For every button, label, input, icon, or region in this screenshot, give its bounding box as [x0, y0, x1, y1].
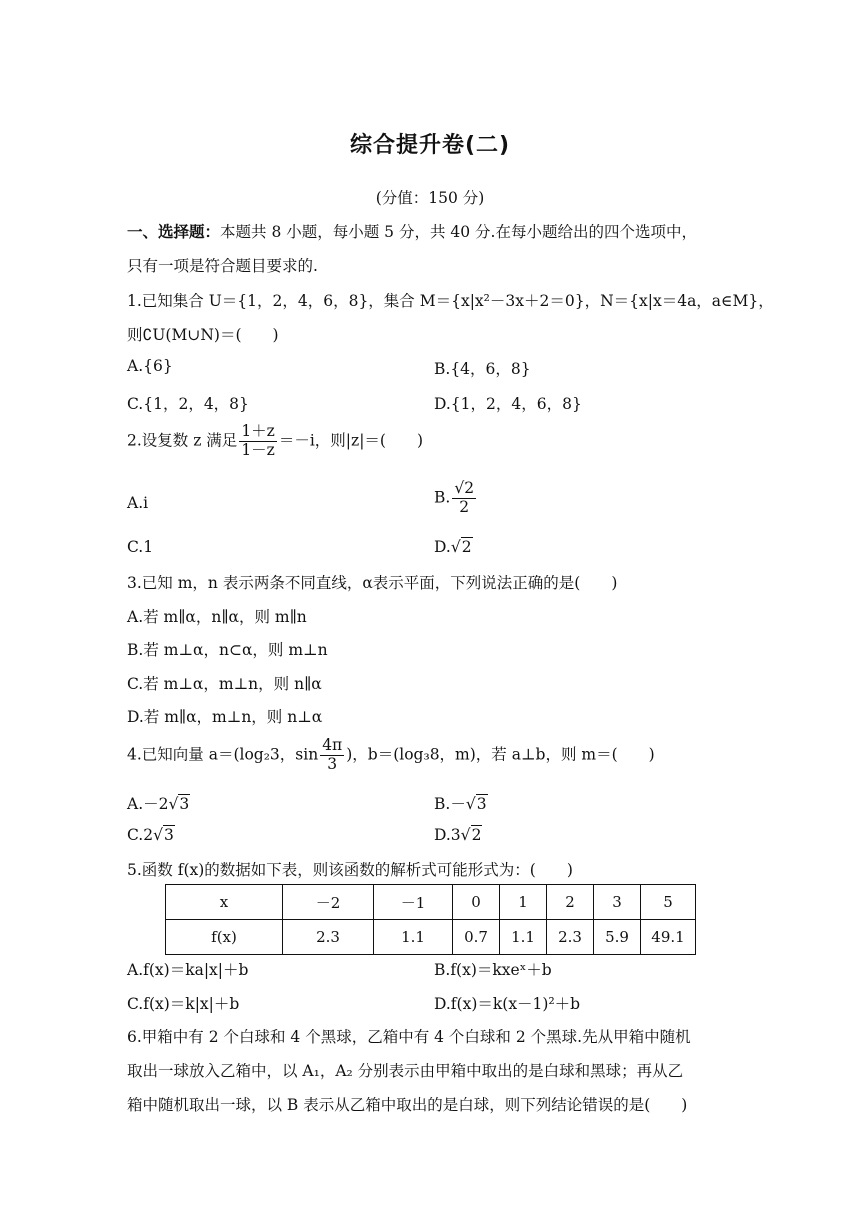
q2-option-c: C.1 [127, 538, 154, 556]
q4-stem [127, 737, 655, 774]
q2-option-d-label: D. [434, 538, 451, 556]
table-cell: 2 [547, 885, 594, 920]
q4-option-c: C.2√3 [127, 826, 174, 844]
q4-fraction-denominator: 3 [327, 754, 338, 773]
q1-stem-line2: 则∁U(M∪N)＝( ) [127, 326, 279, 344]
q2-stem-post: ＝－i，则|z|＝( ) [278, 431, 424, 450]
table-cell: 1 [500, 885, 547, 920]
q5-option-b: B.f(x)＝kxeˣ＋b [434, 961, 552, 979]
section-text-1: 本题共 8 小题，每小题 5 分，共 40 分.在每小题给出的四个选项中， [220, 223, 697, 241]
q1-option-b: B.{4，6，8} [434, 360, 531, 378]
q2-option-b [434, 480, 478, 517]
q4-option-a: A.－2√3 [127, 795, 190, 813]
table-cell: 1.1 [374, 920, 453, 955]
q4-option-d: D.3√2 [434, 826, 482, 844]
q6-line1: 6.甲箱中有 2 个白球和 4 个黑球，乙箱中有 4 个白球和 2 个黑球.先从甲箱中随机 [127, 1028, 691, 1046]
q2-fraction [239, 423, 277, 460]
table-row [166, 920, 696, 955]
q5-option-a: A.f(x)＝ka|x|＋b [127, 961, 249, 979]
q4-option-b: B.－√3 [434, 795, 487, 813]
table-cell: x [166, 885, 283, 920]
q1-option-d: D.{1，2，4，6，8} [434, 395, 582, 413]
score-note: (分值：150 分) [375, 189, 485, 207]
q2-fraction-numerator: 1＋z [241, 422, 275, 440]
q2-option-d [434, 538, 473, 556]
q6-line3: 箱中随机取出一球，以 B 表示从乙箱中取出的是白球，则下列结论错误的是( ) [127, 1096, 688, 1114]
table-cell: 2.3 [547, 920, 594, 955]
q5-option-c: C.f(x)＝k|x|＋b [127, 995, 240, 1013]
q5-stem: 5.函数 f(x)的数据如下表，则该函数的解析式可能形式为：( ) [127, 861, 573, 879]
q1-stem-line1: 1.已知集合 U＝{1，2，4，6，8}，集合 M＝{x|x²－3x＋2＝0}，N＝{x|x＝4a，a∈M}， [127, 292, 774, 310]
section-text-2: 只有一项是符合题目要求的. [127, 257, 318, 275]
q2-stem [127, 423, 423, 460]
q2-option-b-fraction [452, 480, 476, 517]
q3-option-c: C.若 m⊥α，m⊥n，则 n∥α [127, 675, 322, 693]
q2-option-b-numerator: √2 [454, 479, 475, 497]
q2-option-d-sqrt: √2 [450, 538, 472, 556]
q2-option-b-label: B. [434, 488, 451, 507]
table-cell: 1.1 [500, 920, 547, 955]
table-cell: 3 [594, 885, 641, 920]
q1-option-c: C.{1，2，4，8} [127, 395, 249, 413]
q1-option-a: A.{6} [127, 357, 173, 375]
table-row [166, 885, 696, 920]
q5-data-table [165, 884, 696, 955]
q4-fraction [320, 737, 344, 774]
q4-stem-post: )，b＝(log₃8，m)，若 a⊥b，则 m＝( ) [346, 745, 655, 764]
table-cell: 0.7 [453, 920, 500, 955]
table-cell: 5 [641, 885, 696, 920]
section-heading [127, 220, 697, 242]
q2-option-b-denominator: 2 [459, 497, 470, 516]
table-cell: －2 [283, 885, 374, 920]
q4-fraction-numerator: 4π [322, 736, 343, 754]
q3-option-d: D.若 m∥α，m⊥n，则 n⊥α [127, 708, 323, 726]
table-cell: 5.9 [594, 920, 641, 955]
page-title: 综合提升卷(二) [349, 133, 511, 158]
q5-option-d: D.f(x)＝k(x－1)²＋b [434, 995, 581, 1013]
section-label: 一、选择题： [127, 223, 221, 241]
q6-line2: 取出一球放入乙箱中，以 A₁，A₂ 分别表示由甲箱中取出的是白球和黑球；再从乙 [127, 1062, 684, 1080]
q4-stem-pre: 4.已知向量 a＝(log₂3，sin [127, 745, 319, 764]
q2-fraction-denominator: 1－z [241, 440, 275, 459]
table-cell: －1 [374, 885, 453, 920]
table-cell: 0 [453, 885, 500, 920]
table-cell: 49.1 [641, 920, 696, 955]
q2-option-a: A.i [127, 494, 149, 512]
table-cell: 2.3 [283, 920, 374, 955]
q3-option-b: B.若 m⊥α，n⊂α，则 m⊥n [127, 641, 328, 659]
q3-stem: 3.已知 m，n 表示两条不同直线，α表示平面，下列说法正确的是( ) [127, 574, 618, 592]
q3-option-a: A.若 m∥α，n∥α，则 m∥n [127, 608, 307, 626]
table-cell: f(x) [166, 920, 283, 955]
q2-stem-pre: 2.设复数 z 满足 [127, 431, 238, 450]
